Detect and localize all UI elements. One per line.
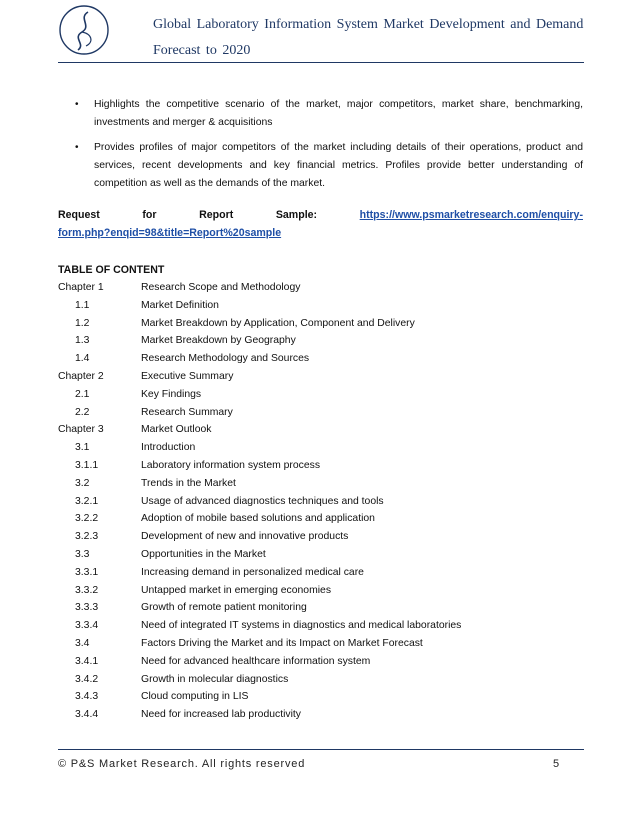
- bullet-icon: •: [75, 142, 79, 153]
- toc-title: Market Outlook: [141, 424, 212, 436]
- toc-row: [58, 315, 583, 333]
- toc-row: [58, 368, 583, 386]
- request-word: for: [142, 209, 157, 221]
- toc-row: [58, 510, 583, 528]
- toc-title: Untapped market in emerging economies: [141, 584, 332, 596]
- toc-row: [58, 350, 583, 368]
- toc-title: Opportunities in the Market: [141, 548, 266, 560]
- toc-number: 3.3.2: [75, 584, 99, 596]
- request-sample-link-cont[interactable]: form.php?enqid=98&title=Report%20sample: [58, 227, 282, 239]
- toc-number: 3.4.3: [75, 691, 99, 703]
- toc-title: Factors Driving the Market and its Impact on Market Forecast: [141, 637, 423, 649]
- toc-title: Market Definition: [141, 299, 219, 311]
- header-divider: [58, 62, 584, 63]
- toc-row: [58, 404, 583, 422]
- toc-number: 3.3.3: [75, 602, 99, 614]
- toc-number: Chapter 3: [58, 424, 104, 436]
- toc-number: Chapter 2: [58, 370, 104, 382]
- toc-row: [58, 582, 583, 600]
- toc-number: 3.2: [75, 477, 90, 489]
- page-number: 5: [553, 758, 560, 770]
- toc-title: Trends in the Market: [141, 477, 236, 489]
- toc-title: Market Breakdown by Application, Component and Delivery: [141, 317, 415, 329]
- toc-number: 3.2.1: [75, 495, 99, 507]
- toc-number: 1.3: [75, 335, 90, 347]
- bullet-icon: •: [75, 99, 79, 110]
- toc-title: Growth in molecular diagnostics: [141, 673, 289, 685]
- toc-number: 3.1: [75, 442, 90, 454]
- toc-number: 1.4: [75, 353, 90, 365]
- ps-logo-icon: [58, 4, 110, 56]
- request-word: Sample:: [275, 209, 318, 221]
- toc-title: Development of new and innovative products: [141, 531, 349, 543]
- toc-row: [58, 671, 583, 689]
- toc-row: [58, 297, 583, 315]
- toc-row: [58, 653, 583, 671]
- toc-row: [58, 475, 583, 493]
- list-item: • Provides profiles of major competitors of the market including details of their operations, product and services, recent developments and key financial metrics. Profiles provide better understanding of competition as well as the demands of the market.: [58, 139, 583, 193]
- highlights-list: [58, 96, 583, 200]
- toc-number: 3.3.4: [75, 620, 99, 632]
- toc-row: [58, 617, 583, 635]
- toc-heading: TABLE OF CONTENT: [58, 264, 165, 276]
- toc-number: 3.3.1: [75, 566, 99, 578]
- request-word: Request: [58, 209, 100, 221]
- toc-title: Research Methodology and Sources: [141, 353, 310, 365]
- request-word: Report: [199, 209, 234, 221]
- toc-title: Executive Summary: [141, 370, 234, 382]
- toc-number: 3.2.3: [75, 531, 99, 543]
- copyright: © P&S Market Research. All rights reserved: [58, 758, 306, 770]
- toc-title: Adoption of mobile based solutions and application: [141, 513, 375, 525]
- toc-row: [58, 599, 583, 617]
- footer-divider: [58, 749, 584, 750]
- request-sample-link[interactable]: https://www.psmarketresearch.com/enquiry-: [359, 209, 583, 221]
- toc-number: 3.4.1: [75, 655, 99, 667]
- toc-row: [58, 546, 583, 564]
- toc-number: 3.2.2: [75, 513, 99, 525]
- toc-number: 3.4.4: [75, 709, 99, 721]
- toc-row: [58, 439, 583, 457]
- toc-row: [58, 279, 583, 297]
- toc-title: Introduction: [141, 442, 196, 454]
- toc-number: 3.4.2: [75, 673, 99, 685]
- toc-row: [58, 493, 583, 511]
- toc-title: Need for advanced healthcare information system: [141, 655, 371, 667]
- toc-number: 1.2: [75, 317, 90, 329]
- toc-number: 3.4: [75, 637, 90, 649]
- toc-row: [58, 564, 583, 582]
- toc-title: Market Breakdown by Geography: [141, 335, 296, 347]
- list-item: • Highlights the competitive scenario of the market, major competitors, market share, benchmarking, investments and merger & acquisitions: [58, 96, 583, 132]
- toc-number: 2.1: [75, 388, 90, 400]
- toc-title: Growth of remote patient monitoring: [141, 602, 307, 614]
- toc-title: Key Findings: [141, 388, 202, 400]
- toc-number: Chapter 1: [58, 282, 104, 293]
- toc-number: 3.3: [75, 548, 90, 560]
- toc-row: [58, 332, 583, 350]
- toc-row: [58, 386, 583, 404]
- toc-title: Increasing demand in personalized medical care: [141, 566, 364, 578]
- toc-number: 2.2: [75, 406, 90, 418]
- toc-row: [58, 528, 583, 546]
- toc-row: [58, 457, 583, 475]
- toc-row: [58, 421, 583, 439]
- toc-number: 1.1: [75, 299, 90, 311]
- toc-title: Research Scope and Methodology: [141, 282, 301, 293]
- toc-title: Cloud computing in LIS: [141, 691, 249, 703]
- document-title: Global Laboratory Information System Market Development and Demand Forecast to 2020: [153, 17, 584, 58]
- toc-number: 3.1.1: [75, 459, 99, 471]
- toc-title: Research Summary: [141, 406, 233, 418]
- toc-title: Need of integrated IT systems in diagnostics and medical laboratories: [141, 620, 462, 632]
- toc-title: Need for increased lab productivity: [141, 709, 301, 721]
- toc-title: Usage of advanced diagnostics techniques and tools: [141, 495, 384, 507]
- toc-title: Laboratory information system process: [141, 459, 321, 471]
- toc-row: [58, 635, 583, 653]
- request-sample: [58, 206, 583, 242]
- page-header: [0, 0, 638, 66]
- toc-row: [58, 688, 583, 706]
- table-of-contents: [58, 279, 583, 724]
- toc-row: [58, 706, 583, 724]
